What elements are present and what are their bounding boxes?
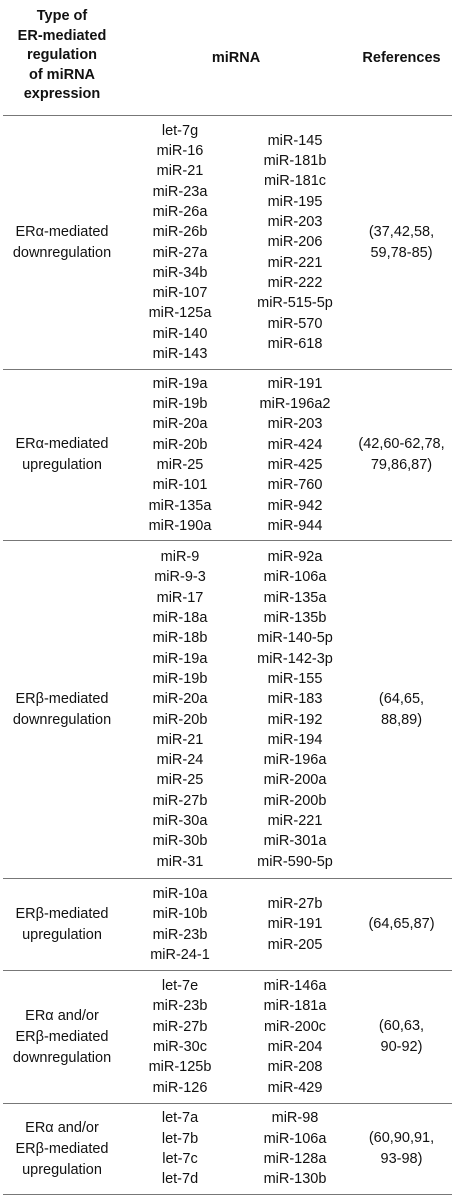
mirna-name: miR-20b	[152, 711, 208, 728]
mirna-name: miR-19b	[152, 396, 208, 413]
mirna-name: miR-203	[267, 214, 323, 231]
mirna-name: miR-9	[160, 549, 200, 566]
mirna-name: miR-140-5p	[257, 630, 333, 647]
mirna-name: miR-590-5p	[257, 853, 333, 870]
mirna-name: miR-101	[152, 477, 208, 494]
mirna-column-2	[239, 879, 351, 970]
mirna-name: miR-200c	[263, 1018, 327, 1035]
mirna-name: miR-24	[156, 752, 204, 769]
mirna-name: miR-30c	[153, 1039, 207, 1055]
mirna-name: miR-135a	[148, 497, 212, 514]
table-header	[3, 2, 452, 116]
mirna-name: let-7d	[161, 1171, 199, 1188]
mirna-name: miR-181c	[263, 173, 327, 190]
mirna-name: miR-135a	[263, 589, 327, 606]
mirna-name: miR-196a	[263, 752, 327, 769]
table-row	[3, 370, 452, 541]
mirna-name: miR-9-3	[154, 569, 206, 586]
mirna-name: miR-429	[267, 1079, 323, 1096]
mirna-name: miR-31	[156, 853, 204, 870]
mirna-name: miR-145	[267, 132, 323, 149]
mirna-name: miR-204	[267, 1039, 323, 1055]
mirna-name: miR-142-3p	[257, 650, 333, 667]
mirna-name: miR-25	[156, 457, 204, 473]
mirna-name: miR-208	[267, 1059, 323, 1076]
mirna-name: miR-27b	[267, 896, 323, 913]
table-row	[3, 1104, 452, 1195]
mirna-column-2	[239, 116, 351, 369]
mirna-name: miR-200a	[263, 772, 327, 789]
mirna-name: miR-760	[267, 477, 323, 494]
mirna-name: miR-203	[267, 416, 323, 433]
mirna-name: miR-18a	[152, 610, 208, 627]
mirna-name: miR-30a	[152, 812, 208, 829]
mirna-column-2	[239, 971, 351, 1103]
mirna-name: miR-19b	[152, 670, 208, 687]
mirna-column-1	[121, 541, 239, 878]
row-type: ERα-mediated downregulation	[12, 223, 112, 261]
mirna-name: miR-515-5p	[257, 295, 333, 312]
mirna-name: let-7g	[161, 122, 199, 139]
mirna-name: miR-206	[267, 234, 323, 251]
header-type: Type of ER-mediated regulation of miRNA expression	[17, 8, 107, 102]
row-references: (60,90,91, 93-98)	[368, 1130, 435, 1167]
mirna-name: miR-10a	[152, 885, 208, 902]
mirna-name: miR-146a	[263, 978, 327, 995]
mirna-name: miR-181b	[263, 153, 327, 170]
mirna-name: miR-107	[152, 285, 208, 302]
mirna-name: miR-192	[267, 711, 323, 728]
mirna-name: miR-200b	[263, 792, 327, 809]
mirna-name: miR-26a	[152, 203, 208, 220]
mirna-name: miR-27b	[152, 792, 208, 809]
mirna-column-1	[121, 116, 239, 369]
mirna-column-2	[239, 1104, 351, 1194]
row-type: ERα and/or ERβ-mediated downregulation	[12, 1007, 112, 1066]
mirna-column-1	[121, 879, 239, 970]
mirna-name: miR-20b	[152, 436, 208, 453]
mirna-name: miR-25	[156, 772, 204, 789]
mirna-name: miR-143	[152, 345, 208, 362]
mirna-name: miR-27b	[152, 1018, 208, 1035]
mirna-column-2	[239, 370, 351, 540]
mirna-name: miR-92a	[267, 549, 323, 566]
mirna-name: miR-424	[267, 436, 323, 453]
mirna-name: miR-942	[267, 497, 323, 514]
row-type: ERα and/or ERβ-mediated upregulation	[15, 1119, 109, 1178]
mirna-name: miR-18b	[152, 630, 208, 647]
mirna-name: miR-23b	[152, 926, 208, 943]
mirna-name: miR-21	[156, 163, 204, 180]
row-references: (42,60-62,78, 79,86,87)	[358, 436, 445, 473]
mirna-name: miR-126	[152, 1079, 208, 1096]
mirna-name: miR-196a2	[259, 396, 331, 413]
mirna-name: miR-190a	[148, 517, 212, 534]
mirna-name: miR-221	[267, 812, 323, 829]
mirna-name: miR-125a	[148, 305, 212, 322]
mirna-name: miR-19a	[152, 650, 208, 667]
mirna-name: miR-618	[267, 335, 323, 352]
mirna-name: miR-155	[267, 670, 323, 687]
table-row	[3, 116, 452, 370]
mirna-column-1	[121, 370, 239, 540]
mirna-name: miR-128a	[263, 1151, 327, 1167]
mirna-name: miR-24-1	[150, 946, 210, 963]
mirna-name: miR-125b	[148, 1059, 212, 1076]
mirna-name: miR-19a	[152, 375, 208, 392]
mirna-name: miR-183	[267, 691, 323, 708]
mirna-name: miR-425	[267, 457, 323, 473]
mirna-name: miR-205	[267, 936, 323, 953]
mirna-name: miR-20a	[152, 691, 208, 708]
mirna-name: let-7b	[161, 1130, 199, 1147]
mirna-name: miR-16	[156, 143, 204, 160]
row-references: (60,63, 90-92)	[378, 1018, 425, 1055]
mirna-name: miR-98	[271, 1110, 319, 1127]
mirna-name: miR-944	[267, 517, 323, 534]
mirna-column-2	[239, 541, 351, 878]
mirna-name: miR-195	[267, 193, 323, 210]
mirna-name: miR-34b	[152, 264, 208, 281]
mirna-name: miR-130b	[263, 1171, 327, 1188]
mirna-name: miR-30b	[152, 833, 208, 850]
mirna-name: miR-221	[267, 254, 323, 271]
mirna-name: let-7a	[161, 1110, 199, 1127]
mirna-name: miR-106a	[263, 569, 327, 586]
mirna-name: miR-27a	[152, 244, 208, 261]
mirna-name: miR-301a	[263, 833, 327, 850]
header-mirna: miRNA	[211, 50, 261, 66]
mirna-name: miR-570	[267, 315, 323, 332]
mirna-name: miR-106a	[263, 1130, 327, 1147]
row-type: ERβ-mediated downregulation	[12, 690, 112, 728]
mirna-name: let-7c	[162, 1151, 198, 1167]
header-references: References	[362, 50, 441, 66]
mirna-name: miR-21	[156, 731, 204, 748]
mirna-name: miR-191	[267, 916, 323, 933]
mirna-name: miR-181a	[263, 998, 327, 1015]
mirna-name: miR-191	[267, 375, 323, 392]
row-references: (37,42,58, 59,78-85)	[368, 223, 435, 261]
mirna-name: miR-194	[267, 731, 323, 748]
table-row	[3, 971, 452, 1104]
mirna-name: miR-23b	[152, 998, 208, 1015]
mirna-name: miR-20a	[152, 416, 208, 433]
mirna-name: let-7e	[161, 978, 199, 995]
mirna-name: miR-23a	[152, 183, 208, 200]
mirna-column-1	[121, 1104, 239, 1194]
table-row	[3, 541, 452, 879]
row-references: (64,65,87)	[368, 916, 435, 932]
mirna-name: miR-17	[156, 589, 204, 606]
table-row	[3, 879, 452, 971]
mirna-column-1	[121, 971, 239, 1103]
row-type: ERα-mediated upregulation	[15, 436, 109, 473]
mirna-name: miR-135b	[263, 610, 327, 627]
mirna-regulation-table	[3, 2, 452, 1195]
mirna-name: miR-222	[267, 274, 323, 291]
mirna-name: miR-10b	[152, 906, 208, 923]
row-references: (64,65, 88,89)	[378, 690, 425, 728]
row-type: ERβ-mediated upregulation	[15, 905, 109, 943]
mirna-name: miR-26b	[152, 224, 208, 241]
mirna-name: miR-140	[152, 325, 208, 342]
